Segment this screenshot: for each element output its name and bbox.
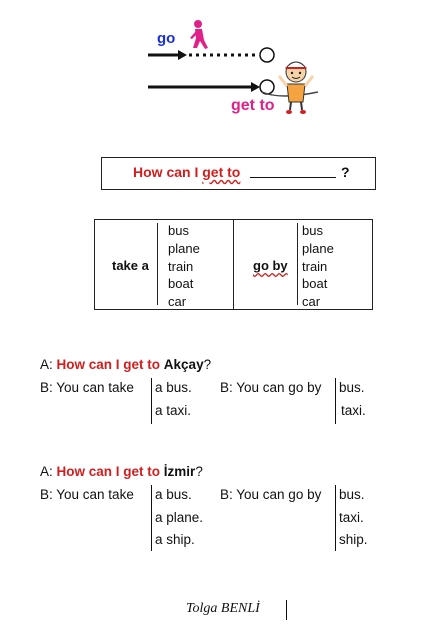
list-item: car	[302, 294, 321, 310]
list-item: bus	[168, 223, 189, 238]
go-arrow	[148, 48, 274, 62]
text-cursor	[286, 600, 287, 620]
option-item: taxi.	[339, 510, 364, 525]
question-mark: ?	[203, 357, 212, 372]
place-name: Akçay	[163, 357, 204, 372]
dialogue2-b2-bracket	[335, 485, 336, 551]
list-item: boat	[302, 276, 328, 292]
dialogue2-question	[40, 464, 203, 479]
table-divider	[233, 220, 234, 309]
question-get-to: get to	[202, 164, 241, 180]
list-item: bus	[302, 223, 323, 238]
question-mark: ?	[195, 464, 203, 479]
option-item: a ship.	[155, 532, 195, 547]
get-to-label: get to	[231, 97, 275, 114]
go-by-bracket	[297, 223, 298, 305]
vocab-table	[94, 219, 373, 310]
option-item: a plane.	[155, 510, 204, 525]
walker-icon	[190, 20, 208, 49]
option-item: a bus.	[155, 380, 192, 395]
go-by-label	[253, 258, 288, 273]
speaker-a: A:	[40, 464, 57, 479]
list-item: plane	[302, 240, 334, 256]
place-name: İzmir	[163, 464, 196, 479]
question-mark: ?	[341, 164, 350, 180]
option-item: bus.	[339, 487, 365, 502]
dialogue1-b1-bracket	[151, 378, 152, 424]
list-item: boat	[168, 276, 194, 292]
option-item: bus.	[339, 380, 365, 395]
get-to-arrow	[148, 80, 274, 94]
question-blank	[250, 177, 336, 178]
go-by-text: go by	[253, 258, 288, 273]
go-label: go	[157, 30, 176, 47]
option-item: taxi.	[341, 403, 366, 418]
question-phrase: How can I get to	[56, 464, 161, 479]
dialogue2-b1-bracket	[151, 485, 152, 551]
question-prefix: How can I	[133, 164, 203, 180]
take-list	[168, 222, 200, 311]
dialogue2-b2-prefix: B: You can go by	[220, 487, 322, 502]
dialogue1-b2-prefix: B: You can go by	[220, 380, 322, 395]
option-item: a bus.	[155, 487, 192, 502]
option-item: ship.	[339, 532, 368, 547]
author-signature: Tolga BENLİ	[186, 601, 260, 616]
list-item: train	[168, 258, 194, 274]
list-item: train	[302, 258, 328, 274]
dialogue1-question	[40, 357, 211, 372]
speaker-a: A:	[40, 357, 57, 372]
option-item: a taxi.	[155, 403, 192, 418]
question-box	[101, 157, 376, 190]
dialogue1-b1-prefix: B: You can take	[40, 380, 134, 395]
dialogue2-b1-prefix: B: You can take	[40, 487, 134, 502]
question-phrase: How can I get to	[56, 357, 161, 372]
take-bracket	[157, 223, 158, 305]
list-item: car	[168, 294, 187, 310]
dialogue1-b2-bracket	[335, 378, 336, 424]
list-item: plane	[168, 240, 200, 256]
go-by-list	[302, 222, 334, 311]
take-label: take a	[112, 258, 149, 273]
question-text	[133, 164, 240, 180]
